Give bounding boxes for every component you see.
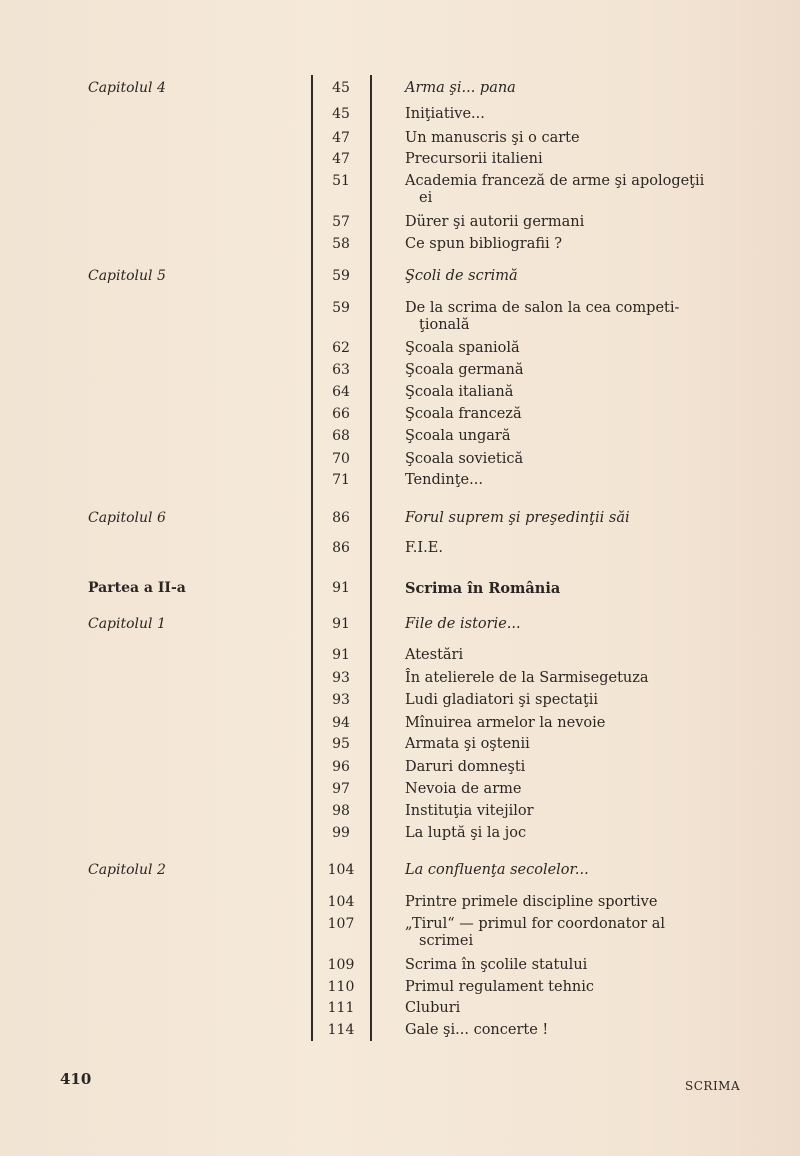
toc-title-text: Nevoia de arme (405, 781, 522, 797)
toc-title-text: Şcoala germană (405, 362, 524, 378)
toc-page-number: 91 (332, 616, 350, 632)
toc-page-number: 97 (332, 781, 350, 797)
toc-entry (0, 647, 800, 669)
toc-page-number: 111 (327, 1000, 355, 1016)
toc-entry (0, 340, 800, 362)
toc-entry (0, 300, 800, 333)
toc-entry (0, 173, 800, 206)
page-number: 410 (60, 1070, 92, 1088)
toc-page-number: 51 (332, 173, 350, 189)
toc-entry (0, 916, 800, 949)
toc-entry (0, 130, 800, 152)
toc-page-number: 104 (327, 862, 355, 878)
toc-entry (0, 510, 800, 532)
toc-entry-title (405, 540, 755, 557)
toc-title-continuation: ei (419, 190, 433, 206)
toc-page-number: 63 (332, 362, 350, 378)
toc-page-number: 99 (332, 825, 350, 841)
running-title: SCRIMA (685, 1079, 741, 1093)
toc-title-continuation: scrimei (419, 933, 474, 949)
toc-entry-title (405, 472, 755, 489)
toc-entry-title (405, 106, 755, 123)
toc-entry (0, 236, 800, 258)
toc-entry-title (405, 340, 755, 357)
toc-entry (0, 268, 800, 290)
toc-page-number: 66 (332, 406, 350, 422)
toc-title-text: Gale şi... concerte ! (405, 1022, 549, 1038)
toc-entry-title (405, 736, 755, 753)
toc-entry-title (405, 406, 755, 423)
toc-entry-title (405, 781, 755, 798)
toc-entry (0, 692, 800, 714)
toc-entry (0, 894, 800, 916)
toc-entry-title (405, 825, 755, 842)
toc-entry-title (405, 151, 755, 168)
toc-entry-title (405, 894, 755, 911)
toc-entry (0, 616, 800, 638)
toc-title-text: La confluenţa secolelor... (405, 862, 589, 878)
toc-page-number: 71 (332, 472, 350, 488)
toc-entry (0, 451, 800, 473)
toc-title-text: Iniţiative... (405, 106, 485, 122)
toc-entry-title (405, 236, 755, 253)
toc-title-text: Şcoala sovietică (405, 451, 524, 467)
toc-entry-title (405, 616, 755, 633)
toc-title-text: File de istorie... (405, 616, 521, 632)
toc-page-number: 57 (332, 214, 350, 230)
toc-page-number: 94 (332, 715, 350, 731)
toc-title-text: Daruri domneşti (405, 759, 526, 775)
toc-page-number: 93 (332, 692, 350, 708)
toc-entry-title (405, 803, 755, 820)
toc-title-continuation: ţională (419, 317, 470, 333)
toc-entry-title (405, 214, 755, 231)
toc-entry (0, 472, 800, 494)
toc-section-label: Capitolul 4 (88, 80, 166, 96)
toc-section-label: Capitolul 6 (88, 510, 166, 526)
toc-title-text: Printre primele discipline sportive (405, 894, 658, 910)
toc-section-label: Capitolul 2 (88, 862, 166, 878)
toc-entry (0, 428, 800, 450)
toc-entry-title (405, 862, 755, 879)
toc-title-text: Forul suprem şi preşedinţii săi (405, 510, 630, 526)
toc-entry (0, 151, 800, 173)
toc-page-number: 47 (332, 130, 350, 146)
toc-entry (0, 736, 800, 758)
toc-entry (0, 759, 800, 781)
toc-entry-title (405, 300, 755, 334)
toc-title-text: F.I.E. (405, 540, 443, 556)
toc-title-text: Primul regulament tehnic (405, 979, 595, 995)
toc-title-text: Dürer şi autorii germani (405, 214, 585, 230)
toc-page-number: 93 (332, 670, 350, 686)
toc-title-text: Mînuirea armelor la nevoie (405, 715, 606, 731)
toc-entry-title (405, 1000, 755, 1017)
toc-title-text: Şcoli de scrimă (405, 268, 518, 284)
toc-entry-title (405, 268, 755, 285)
toc-entry-title (405, 670, 755, 687)
toc-title-text: Atestări (405, 647, 464, 663)
toc-page-number: 62 (332, 340, 350, 356)
toc-entry (0, 106, 800, 128)
toc-entry (0, 384, 800, 406)
toc-entry-title (405, 510, 755, 527)
toc-entry-title (405, 384, 755, 401)
toc-entry-title (405, 1022, 755, 1039)
toc-title-text: Şcoala franceză (405, 406, 522, 422)
toc-entry (0, 1000, 800, 1022)
toc-entry (0, 1022, 800, 1044)
toc-title-text: Instituţia vitejilor (405, 803, 534, 819)
toc-entry (0, 862, 800, 884)
toc-page-number: 98 (332, 803, 350, 819)
toc-title-text: Arma şi... pana (405, 80, 516, 96)
toc-entry-title (405, 451, 755, 468)
toc-page-number: 70 (332, 451, 350, 467)
toc-title-text: La luptă şi la joc (405, 825, 527, 841)
toc-title-text: În atelierele de la Sarmisegetuza (405, 670, 649, 686)
toc-entry-title (405, 173, 755, 207)
toc-entry-title (405, 916, 755, 950)
toc-entry (0, 362, 800, 384)
toc-entry-title (405, 580, 755, 597)
toc-page-number: 91 (332, 647, 350, 663)
toc-page-number: 96 (332, 759, 350, 775)
toc-title-text: Ce spun bibliografii ? (405, 236, 563, 252)
toc-entry-title (405, 647, 755, 664)
toc-title-text: Precursorii italieni (405, 151, 543, 167)
toc-page-number: 64 (332, 384, 350, 400)
toc-section-label: Capitolul 5 (88, 268, 166, 284)
toc-entry-title (405, 428, 755, 445)
toc-title-text: Şcoala italiană (405, 384, 514, 400)
toc-entry (0, 979, 800, 1001)
toc-entry-title (405, 957, 755, 974)
toc-entry (0, 80, 800, 102)
toc-entry (0, 715, 800, 737)
toc-page-number: 68 (332, 428, 350, 444)
toc-title-text: „Tirul“ — primul for coordonator al (405, 916, 666, 932)
toc-title-text: Ludi gladiatori şi spectaţii (405, 692, 599, 708)
toc-entry (0, 214, 800, 236)
toc-page-number: 59 (332, 300, 350, 316)
toc-entry-title (405, 80, 755, 97)
toc-title-text: Şcoala ungară (405, 428, 511, 444)
toc-entry-title (405, 692, 755, 709)
toc-title-text: Tendinţe... (405, 472, 483, 488)
toc-entry (0, 406, 800, 428)
toc-entry-title (405, 715, 755, 732)
toc-entry (0, 803, 800, 825)
toc-section-label: Capitolul 1 (88, 616, 166, 632)
toc-page-number: 95 (332, 736, 350, 752)
toc-page-number: 86 (332, 510, 350, 526)
toc-entry-title (405, 759, 755, 776)
toc-entry (0, 580, 800, 602)
toc-page-number: 86 (332, 540, 350, 556)
toc-entry-title (405, 130, 755, 147)
toc-page-number: 45 (332, 106, 350, 122)
toc-page-number: 114 (327, 1022, 355, 1038)
toc-entry (0, 825, 800, 847)
toc-page-number: 45 (332, 80, 350, 96)
toc-entry (0, 781, 800, 803)
toc-entry (0, 540, 800, 562)
toc-title-text: Armata şi oştenii (405, 736, 530, 752)
toc-page-number: 59 (332, 268, 350, 284)
toc-entry-title (405, 979, 755, 996)
toc-section-label: Partea a II-a (88, 580, 186, 596)
toc-entry-title (405, 362, 755, 379)
toc-title-text: De la scrima de salon la cea competi- (405, 300, 680, 316)
toc-page-number: 110 (327, 979, 355, 995)
toc-page-number: 47 (332, 151, 350, 167)
toc-title-text: Academia franceză de arme şi apologeţii (405, 173, 705, 189)
toc-title-text: Scrima în România (405, 580, 561, 597)
toc-entry (0, 670, 800, 692)
toc-page-number: 91 (332, 580, 350, 596)
toc-title-text: Cluburi (405, 1000, 461, 1016)
toc-page-number: 104 (327, 894, 355, 910)
toc-title-text: Scrima în şcolile statului (405, 957, 588, 973)
toc-page-number: 58 (332, 236, 350, 252)
toc-title-text: Un manuscris şi o carte (405, 130, 580, 146)
toc-entry (0, 957, 800, 979)
toc-page-number: 107 (327, 916, 355, 932)
toc-page-number: 109 (327, 957, 355, 973)
toc-title-text: Şcoala spaniolă (405, 340, 520, 356)
